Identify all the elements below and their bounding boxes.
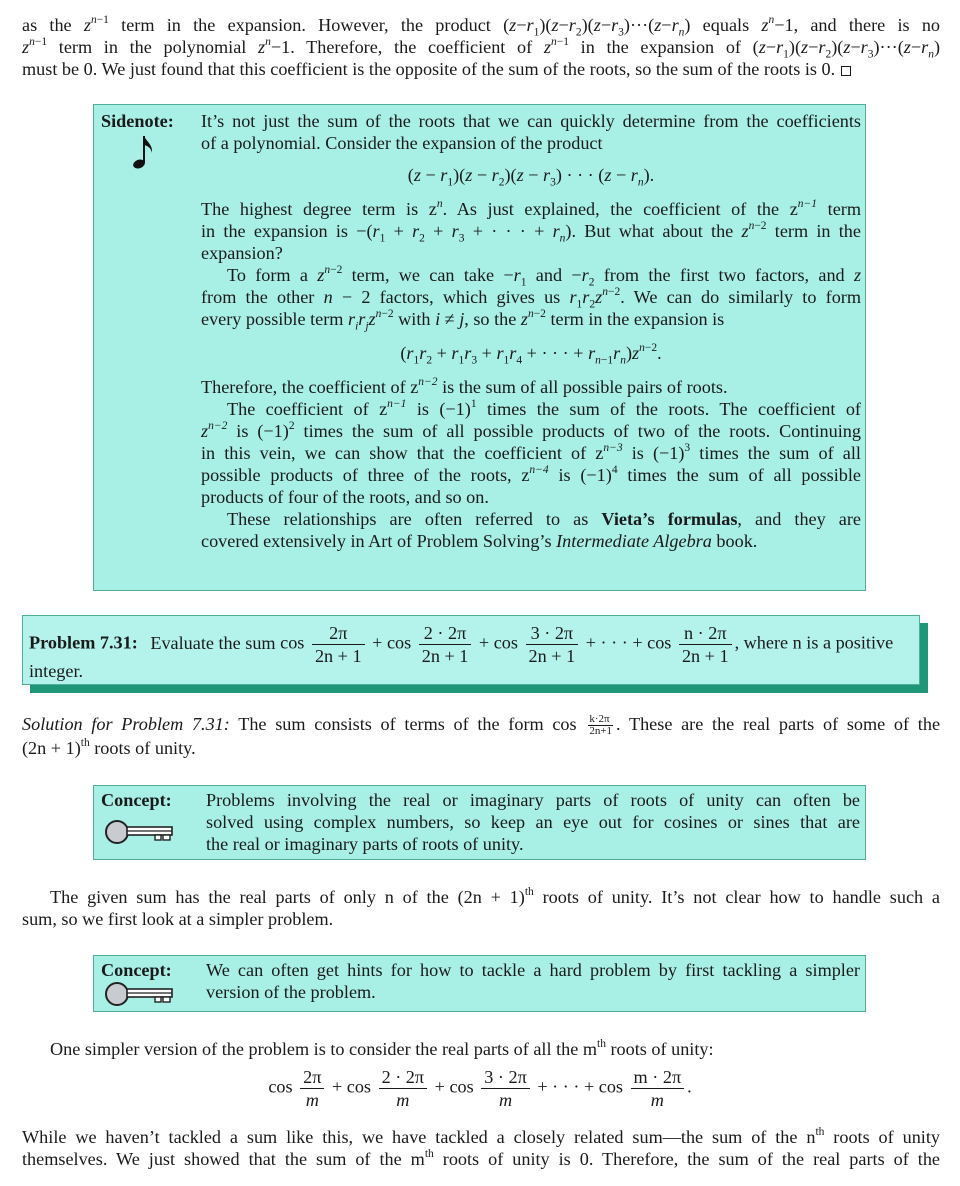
solution-fraction: $\frac{k\cdot 2\pi}{2n+1}$ — [589, 713, 613, 738]
paragraph-4-line-2: themselves. We just showed that the sum of the $m^{th}$ roots of unity is 0. Therefore, the sum of the real parts of the — [22, 1147, 940, 1169]
paragraph-2 — [22, 886, 940, 930]
key-icon — [104, 980, 176, 1013]
key-icon — [104, 818, 176, 851]
eq3-term-1: $\frac{2\pi}{m}$ — [300, 1066, 324, 1111]
sidenote-box — [93, 104, 866, 591]
paragraph-3: One simpler version of the problem is to consider the real parts of all the $m^{th}$ roots of unity: — [50, 1037, 714, 1059]
problem-term-3: $\frac{3 \cdot 2\pi}{2n + 1}$ — [526, 622, 579, 667]
sidenote-p5-line-5: products of four of the roots, and so on. — [201, 487, 489, 507]
book-title: Intermediate Algebra — [556, 531, 712, 551]
sidenote-p2-line-1: The highest degree term is $z^n$. As just explained, the coefficient of the $z^{n-1}$ term — [201, 197, 861, 219]
music-note-icon — [132, 133, 158, 176]
sidenote-p2-line-3: expansion? — [201, 243, 283, 263]
eq3-term-3: $\frac{3 \cdot 2\pi}{m}$ — [481, 1066, 530, 1111]
solution-label: Solution for Problem 7.31: — [22, 714, 230, 734]
problem-term-1: $\frac{2\pi}{2n + 1}$ — [312, 622, 365, 667]
sidenote-p6-line-1: These relationships are often referred to as Vieta’s formulas, and they are — [227, 509, 861, 529]
sidenote-p1-line-1: It’s not just the sum of the roots that we can quickly determine from the coefficients — [201, 111, 861, 131]
concept-1-body — [206, 789, 860, 855]
eq3-term-m: $\frac{m \cdot 2\pi}{m}$ — [631, 1066, 685, 1111]
sidenote-p3-line-2: from the other n − 2 factors, which gives us $r_1r_2z^{n-2}$. We can do similarly to form — [201, 285, 862, 311]
concept-1-line: Problems involving the real or imaginary parts of roots of unity can often be — [206, 790, 860, 810]
concept-2-line: version of the problem. — [206, 982, 376, 1002]
eq3-term-2: $\frac{2 \cdot 2\pi}{m}$ — [379, 1066, 428, 1111]
solution-line-1: Solution for Problem 7.31: The sum consists of terms of the form cos $\frac{k\cdot 2\pi}{2n+1}$ . These are the real parts of some of the — [22, 713, 941, 738]
sidenote-p4-line-1: Therefore, the coefficient of $z^{n-2}$ is the sum of all possible pairs of roots. — [201, 375, 728, 397]
sidenote-equation-1: $(z - r_1)(z - r_2)(z - r_3)$ · · · $(z - r_n)$. — [407, 165, 655, 189]
concept-label: Concept: — [101, 960, 172, 980]
problem-statement-line-2: integer. — [29, 661, 84, 681]
solution-paragraph — [22, 713, 940, 759]
solution-line-2: $(2n + 1)^{th}$ roots of unity. — [22, 737, 196, 759]
intro-paragraph — [22, 14, 940, 80]
sidenote-equation-2: ($r_1r_2 + r_1r_3 + r_1r_4$ + · · · + $r_{n-1}r_n)z^{n-2}$. — [400, 341, 662, 367]
concept-1-line: the real or imaginary parts of roots of unity. — [206, 834, 524, 854]
problem-label: Problem 7.31: — [29, 632, 138, 653]
intro-line-3 — [22, 58, 940, 80]
paragraph-2-line-2: sum, so we first look at a simpler problem. — [22, 909, 334, 929]
concept-2-line: We can often get hints for how to tackle a hard problem by first tackling a simpler — [206, 960, 860, 980]
sidenote-p2-line-2: in the expansion is $-(r_1 + r_2 + r_3$ + · · · + $r_n$). But what about the $z^{n-2}$ term in the — [201, 219, 861, 245]
concept-2-body — [206, 959, 860, 1003]
sidenote-p3-line-1: To form a $z^{n-2}$ term, we can take $-r_1$ and $-r_2$ from the first two factors, and z — [227, 263, 862, 289]
concept-box-1 — [93, 785, 866, 860]
concept-1-line: solved using complex numbers, so keep an eye out for cosines or sines that are — [206, 812, 860, 832]
intro-line-2: $z^{n-1}$ term in the polynomial $z^n-1$. Therefore, the coefficient of $z^{n-1}$ in the expansion of $(z-r_1)(z-r_2)(z-r_3)\cdot\cdot\cdot(z-r_n)$ — [22, 35, 941, 61]
intro-line-3-text: must be 0. We just found that this coefficient is the opposite of the sum of the roots, so the sum of the roots is 0. — [22, 59, 836, 79]
simpler-sum-equation: cos $\frac{2\pi}{m}$ + cos $\frac{2 \cdot 2\pi}{m}$ + cos $\frac{3 \cdot 2\pi}{m}$ + · · · + cos $\frac{m \cdot 2\pi}{m}$ . — [268, 1067, 692, 1110]
sidenote-p5-line-4: possible products of three of the roots, $z^{n-4}$ is $(-1)^4$ times the sum of all possible — [201, 463, 861, 485]
sidenote-p1-line-2: of a polynomial. Consider the expansion of the product — [201, 133, 603, 153]
sidenote-label: Sidenote: — [101, 111, 174, 131]
vietas-formulas-term: Vieta’s formulas — [601, 509, 738, 529]
sidenote-p5-line-1: The coefficient of $z^{n-1}$ is $(-1)^1$ times the sum of the roots. The coefficient of — [227, 397, 861, 419]
problem-term-2: $\frac{2 \cdot 2\pi}{2n + 1}$ — [419, 622, 472, 667]
qed-square-icon — [841, 66, 851, 76]
paragraph-4-line-1: While we haven’t tackled a sum like this, we have tackled a closely related sum—the sum of the $n^{th}$ roots of unity — [22, 1125, 940, 1147]
sidenote-p5-line-2: $z^{n-2}$ is $(-1)^2$ times the sum of all possible products of two of the roots. Continuing — [201, 419, 861, 441]
problem-statement: Problem 7.31: Evaluate the sum cos $\frac{2\pi}{2n + 1}$ + cos $\frac{2 \cdot 2\pi}{2n + 1}$ + cos $\frac{3 \cdot 2\pi}{2n + 1}$ + · · · + cos $\frac{n \cdot 2\pi}{2n + 1}$ , where n is a positive — [29, 623, 894, 666]
problem-term-n: $\frac{n \cdot 2\pi}{2n + 1}$ — [679, 622, 732, 667]
sidenote-p5-line-3: in this vein, we can show that the coefficient of $z^{n-3}$ is $(-1)^3$ times the sum of all — [201, 441, 861, 463]
sidenote-body — [201, 110, 861, 552]
concept-label: Concept: — [101, 790, 172, 810]
sidenote-p3-line-3: every possible term $r_ir_jz^{n-2}$ with i ≠ j, so the $z^{n-2}$ term in the expansion is — [201, 307, 725, 333]
concept-box-2 — [93, 955, 866, 1012]
sidenote-p6-line-2: covered extensively in Art of Problem Solving’s Intermediate Algebra book. — [201, 531, 758, 551]
paragraph-2-line-1: The given sum has the real parts of only n of the $(2n + 1)^{th}$ roots of unity. It’s not clear how to handle such a — [50, 885, 940, 907]
paragraph-4 — [22, 1126, 940, 1170]
problem-box — [22, 615, 920, 685]
intro-line-1: as the $z^{n-1}$ term in the expansion. However, the product $(z-r_1)(z-r_2)(z-r_3)\cdot\cdot\cdot(z-r_n)$ equals $z^n-1$, and there is no — [22, 13, 941, 39]
